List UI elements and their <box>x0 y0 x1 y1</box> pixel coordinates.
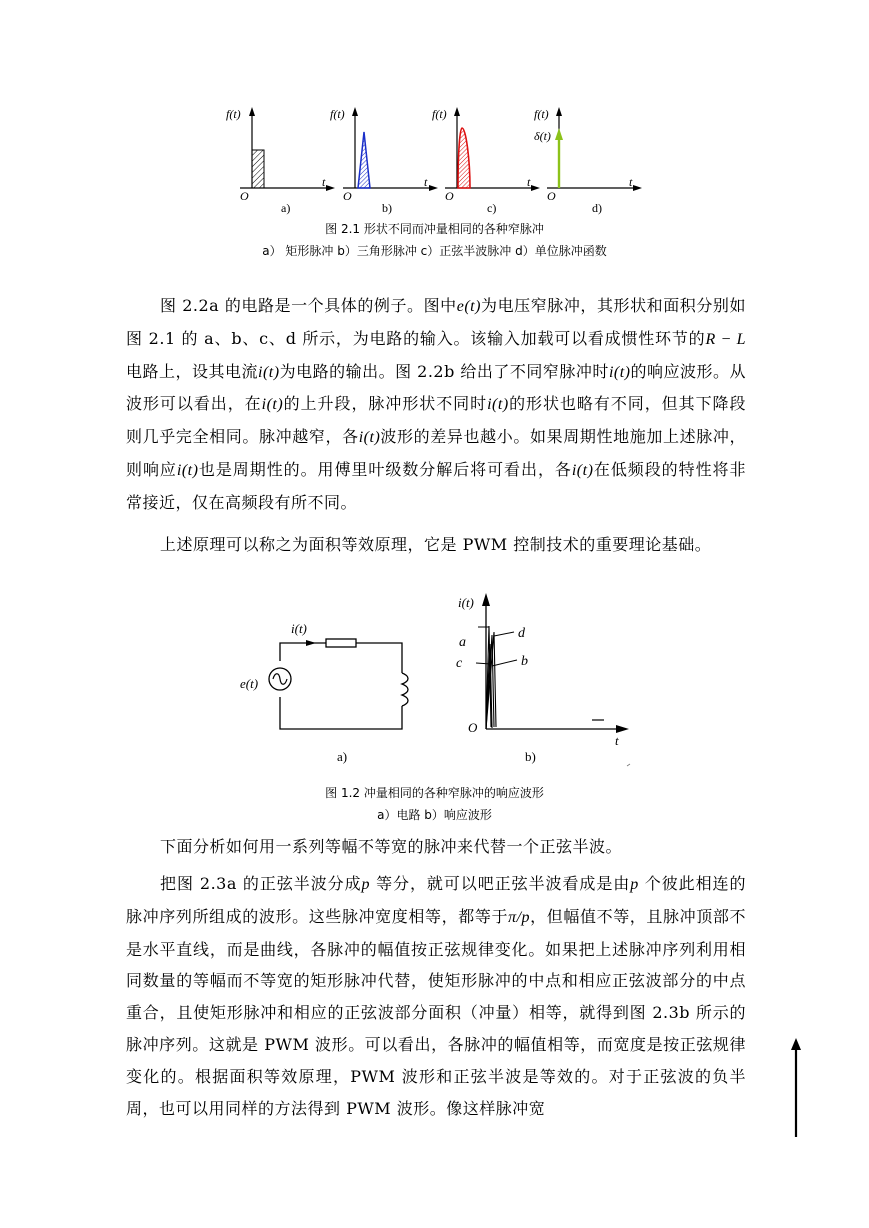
p4-math-pi-over-p: π/p <box>508 908 531 926</box>
p1-math-i5: i(t) <box>358 429 381 447</box>
fig21-c-ylabel: f(t) <box>432 107 447 121</box>
p1-math-i3: i(t) <box>261 396 284 414</box>
p1-seg-6: 的形状也略有不同，但其下降段则几乎完全相同。脉冲越窄，各 <box>126 394 746 447</box>
fig12-curve-a: a <box>459 635 466 650</box>
fig12-caption-sub: a）电路 b）响应波形 <box>377 808 492 822</box>
fig21-c-panel: c) <box>487 201 497 215</box>
p3-text: 下面分析如何用一系列等幅不等宽的脉冲来代替一个正弦半波。 <box>160 837 623 856</box>
fig21-d-panel: d) <box>592 201 602 215</box>
p1-math-i2: i(t) <box>608 363 631 381</box>
fig12-panel-b: b) <box>525 749 536 764</box>
p1-seg-1: 为电压窄脉冲，其形状和面积分别如图 2.1 的 a、b、c、d 所示，为电路的输入。该输入加载可以看成惯性环节的 <box>126 296 746 348</box>
fig21-a-ylabel: f(t) <box>226 107 241 121</box>
fig21-caption-title: 图 2.1 形状不同而冲量相同的各种窄脉冲 <box>325 222 544 236</box>
fig21-panel-d <box>534 107 642 215</box>
fig12-source-label: e(t) <box>240 676 259 691</box>
margin-arrow <box>788 1036 804 1140</box>
p1-math-rl: R − L <box>705 330 746 348</box>
p1-seg-2: 电路上，设其电流 <box>126 361 259 381</box>
fig21-b-tlabel: t <box>424 175 428 189</box>
p1-seg-5: 的上升段，脉冲形状不同时 <box>283 394 488 414</box>
fig12-y-label: i(t) <box>458 595 474 610</box>
fig21-panel-b <box>330 107 438 215</box>
p1-math-i6: i(t) <box>176 461 199 479</box>
fig12-current-label: i(t) <box>291 621 307 636</box>
p1-seg-3: 为电路的输出。图 2.2b 给出了不同窄脉冲时 <box>279 361 609 381</box>
fig12-curve-c: c <box>456 656 463 671</box>
fig12-circuit <box>240 621 408 764</box>
fig21-panel-c <box>432 107 540 215</box>
fig21-a-panel: a) <box>281 201 291 215</box>
fig21-d-ylabel: f(t) <box>534 107 549 121</box>
p1-seg-0: 图 2.2a 的电路是一个具体的例子。图中 <box>160 296 457 315</box>
p4-seg-2: 个彼此相连的脉冲序列所组成的波形。这些脉冲宽度相等，都等于 <box>126 874 746 926</box>
fig21-b-panel: b) <box>382 201 392 215</box>
fig12-curve-d: d <box>518 626 525 641</box>
fig21-b-origin: O <box>343 189 352 203</box>
p4-seg-3: ，但幅值不等，且脉冲顶部不是水平直线，而是曲线，各脉冲的幅值按正弦规律变化。如果把上述脉冲序列利用相同数量的等幅而不等宽的矩形脉冲代替，使矩形脉冲的中点和相应正弦波部分的中点重合，且使矩形脉冲和相应的正弦波部分面积（冲量）相等，就得到图 2.3b 所示的脉冲序列。这就是 PWM 波形。可以看出，各脉冲的幅值相等，而宽度是按正弦规律变化的。根据面积等效原理，PWM 波形和正弦半波是等效的。对于正弦波的负半周，也可以用同样的方法得到 PWM 波形。像这样脉冲宽 <box>126 906 746 1118</box>
p1-seg-4: 的响应波形。从波形可以看出，在 <box>126 361 746 414</box>
paragraph-2 <box>126 529 746 561</box>
fig21-a-tlabel: t <box>322 175 326 189</box>
paragraph-1 <box>126 290 746 519</box>
p1-math-i7: i(t) <box>571 461 594 479</box>
p4-seg-1: 等分，就可以吧正弦半波看成是由 <box>370 874 631 893</box>
p1-seg-8: 也是周期性的。用傅里叶级数分解后将可看出，各 <box>198 459 572 479</box>
p2-text: 上述原理可以称之为面积等效原理，它是 PWM 控制技术的重要理论基础。 <box>160 535 712 554</box>
fig21-d-delta: δ(t) <box>534 129 551 143</box>
fig12-caption-title: 图 1.2 冲量相同的各种窄脉冲的响应波形 <box>325 786 544 800</box>
fig12-panel-a: a) <box>337 749 348 764</box>
fig21-a-origin: O <box>240 189 249 203</box>
figure-2-1 <box>0 0 869 230</box>
p1-math-e: e(t) <box>456 298 481 315</box>
fig21-d-origin: O <box>547 189 556 203</box>
p4-math-p2: p <box>630 876 639 893</box>
fig12-curve-b: b <box>521 654 528 669</box>
fig21-caption-sub: a） 矩形脉冲 b）三角形脉冲 c）正弦半波脉冲 d）单位脉冲函数 <box>262 244 607 258</box>
fig12-tlabel: t <box>615 733 619 748</box>
fig12-origin: O <box>468 720 478 735</box>
paragraph-4 <box>126 868 746 1124</box>
p1-math-i4: i(t) <box>487 396 509 414</box>
p1-seg-9: 在低频段的特性将非常接近，仅在高频段有所不同。 <box>126 459 746 512</box>
fig21-b-ylabel: f(t) <box>330 107 345 121</box>
fig21-d-tlabel: t <box>629 175 633 189</box>
p1-seg-7: 波形的差异也越小。如果周期性地施加上述脉冲，则响应 <box>126 427 746 479</box>
p4-math-p1: p <box>361 876 371 893</box>
p1-math-i1: i(t) <box>258 363 280 381</box>
fig21-c-tlabel: t <box>527 175 531 189</box>
fig12-response <box>456 593 630 766</box>
fig21-panel-a <box>226 107 335 215</box>
p4-seg-0: 把图 2.3a 的正弦半波分成 <box>160 874 362 893</box>
paragraph-3 <box>126 831 746 863</box>
figure-1-2 <box>0 580 869 780</box>
fig21-c-origin: O <box>445 189 454 203</box>
